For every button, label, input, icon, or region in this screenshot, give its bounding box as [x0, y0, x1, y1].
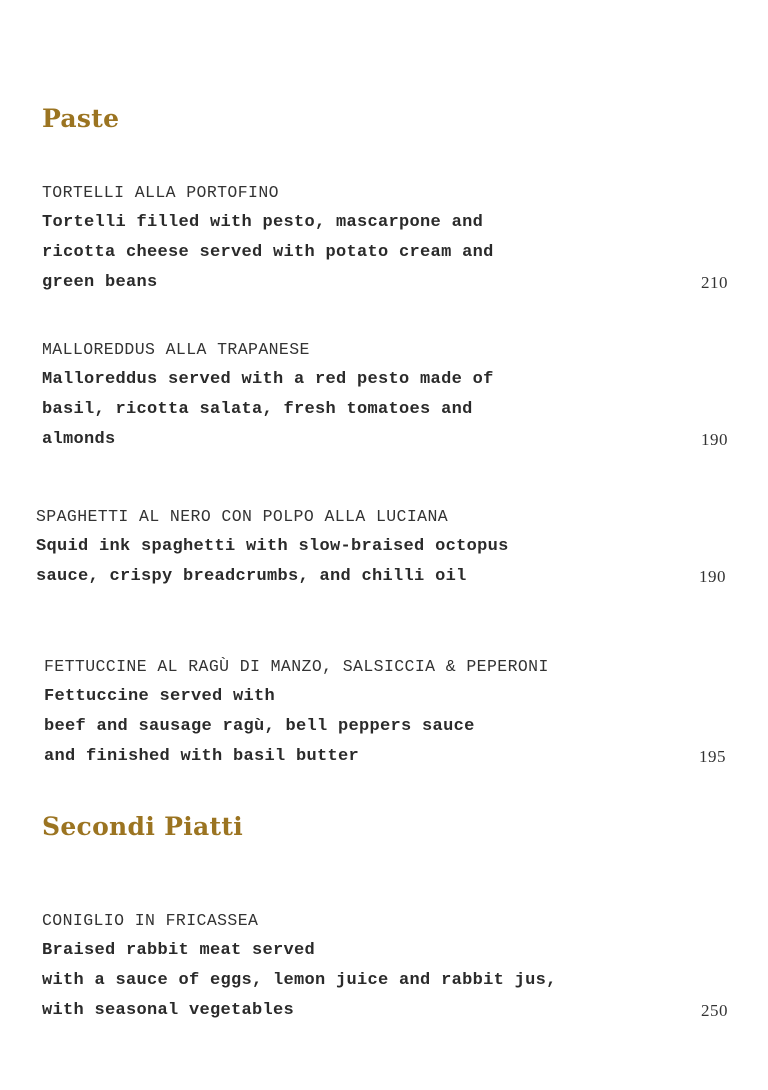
description-line: sauce, crispy breadcrumbs, and chilli oil — [36, 567, 467, 586]
item-price: 190 — [699, 567, 726, 586]
description-line: green beans — [42, 273, 158, 292]
item-description — [36, 532, 726, 592]
item-name: MALLOREDDUS ALLA TRAPANESE — [42, 340, 310, 359]
description-line: Squid ink spaghetti with slow-braised octopus — [36, 537, 509, 556]
item-name: FETTUCCINE AL RAGÙ DI MANZO, SALSICCIA & PEPERONI — [44, 657, 549, 676]
item-description — [42, 365, 728, 455]
menu-item-coniglio — [42, 906, 728, 1026]
menu-item-spaghetti — [36, 502, 726, 592]
section-title-secondi-piatti: Secondi Piatti — [42, 812, 244, 841]
description-line: almonds — [42, 430, 116, 449]
description-line: with a sauce of eggs, lemon juice and rabbit jus, — [42, 971, 557, 990]
item-description — [42, 208, 728, 298]
menu-item-malloreddus — [42, 335, 728, 455]
item-price: 190 — [701, 430, 728, 449]
item-description — [42, 936, 728, 1026]
description-line: and finished with basil butter — [44, 747, 360, 766]
description-line: with seasonal vegetables — [42, 1001, 295, 1020]
item-name: SPAGHETTI AL NERO CON POLPO ALLA LUCIANA — [36, 507, 449, 526]
item-price: 250 — [701, 1001, 728, 1020]
item-name: CONIGLIO IN FRICASSEA — [42, 911, 259, 930]
menu-item-fettuccine — [44, 652, 726, 772]
item-price: 195 — [699, 747, 726, 766]
item-description — [44, 682, 726, 772]
description-line: Braised rabbit meat served — [42, 941, 316, 960]
description-line: beef and sausage ragù, bell peppers sauce — [44, 717, 475, 736]
section-title-paste: Paste — [42, 104, 120, 133]
description-line: ricotta cheese served with potato cream and — [42, 243, 494, 262]
description-line: Malloreddus served with a red pesto made of — [42, 370, 494, 389]
description-line: basil, ricotta salata, fresh tomatoes and — [42, 400, 473, 419]
description-line: Tortelli filled with pesto, mascarpone and — [42, 213, 484, 232]
menu-item-tortelli — [42, 178, 728, 298]
description-line: Fettuccine served with — [44, 687, 276, 706]
item-name: TORTELLI ALLA PORTOFINO — [42, 183, 279, 202]
item-price: 210 — [701, 273, 728, 292]
